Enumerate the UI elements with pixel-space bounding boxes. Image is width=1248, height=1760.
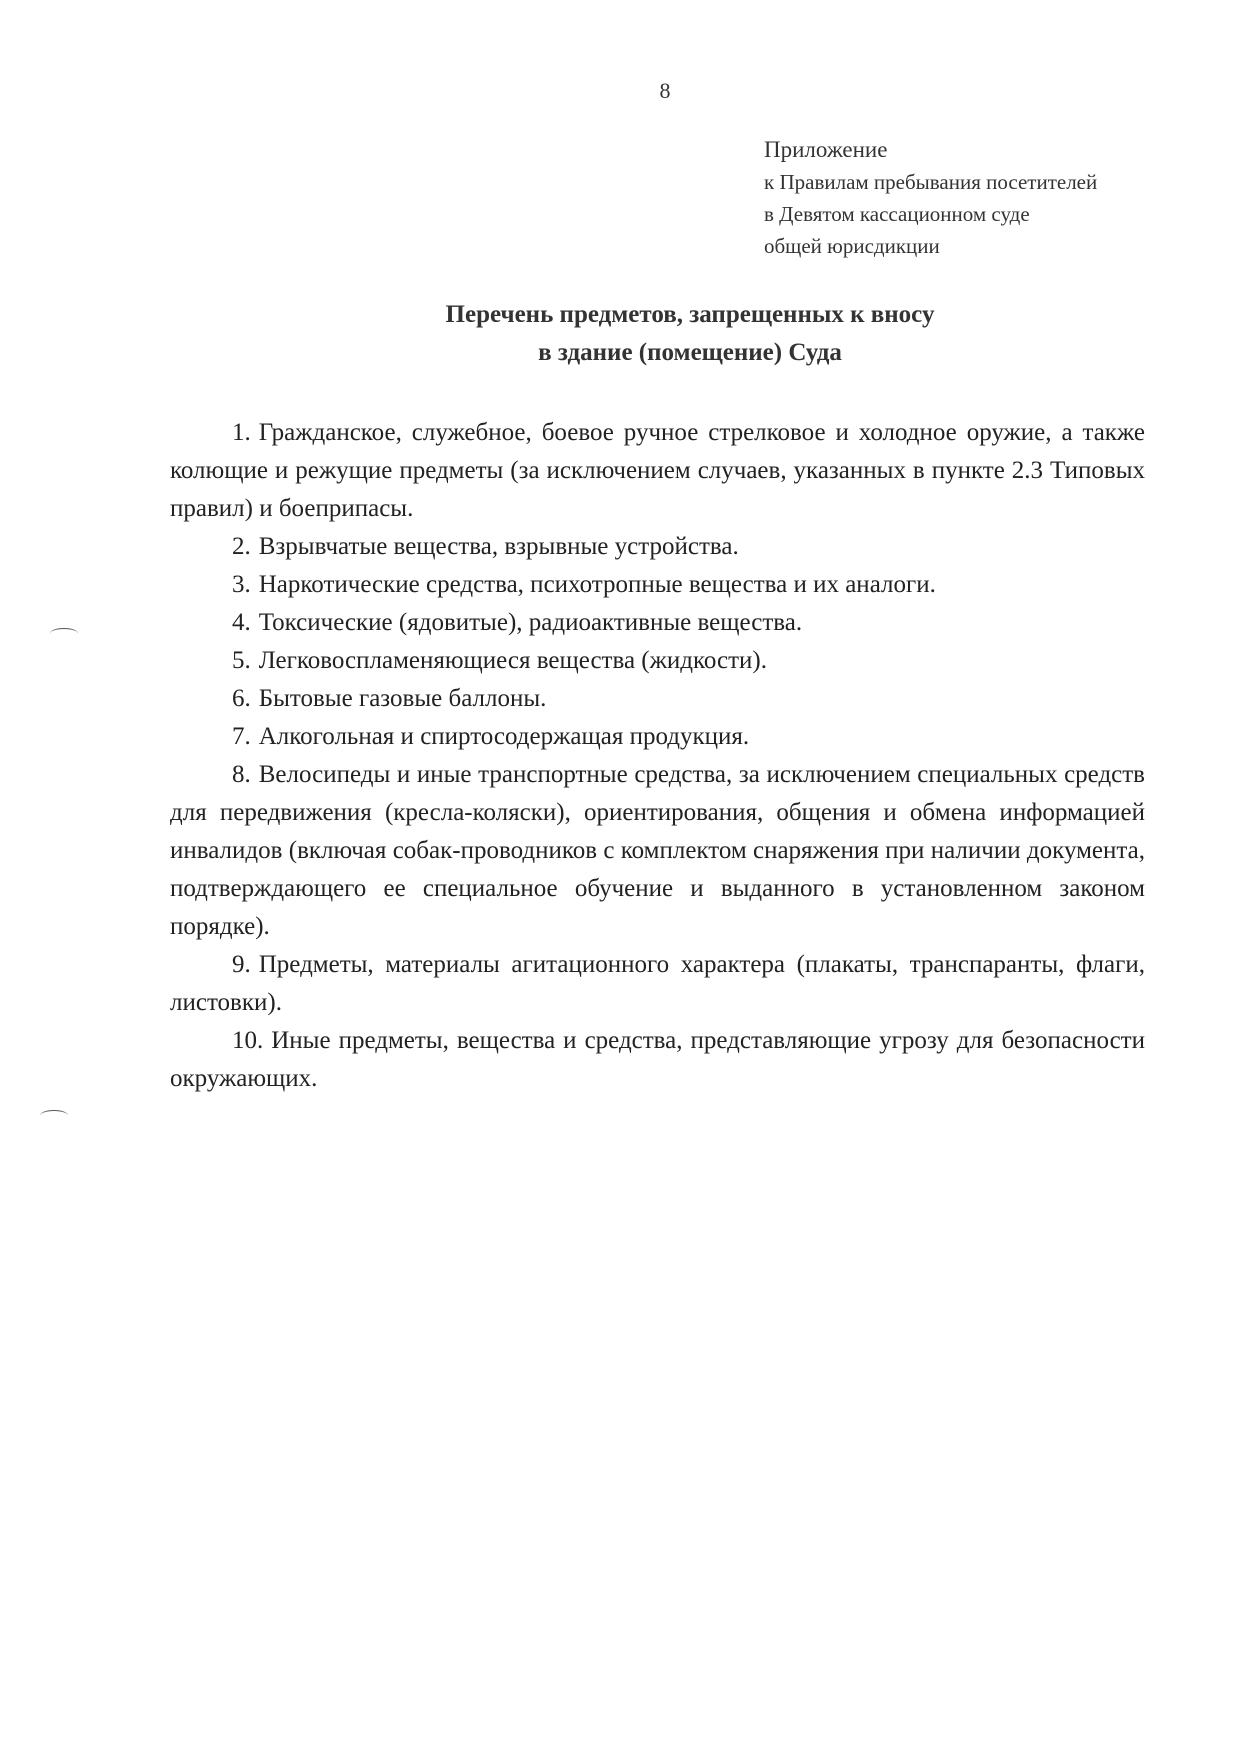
title-line: Перечень предметов, запрещенных к вносу [445,301,935,328]
item-text: Предметы, материалы агитационного характера (плакаты, транспаранты, флаги, листовки). [170,951,1145,1016]
item-number: 5. [232,647,251,674]
item-number: 2. [232,533,251,560]
item-text: Иные предметы, вещества и средства, представляющие угрозу для безопасности окружающих. [170,1027,1145,1092]
list-item [170,642,1145,680]
list-item [170,680,1145,718]
item-text: Алкогольная и спиртосодержащая продукция. [258,723,750,750]
prohibited-items-list [170,414,1145,1098]
item-text: Токсические (ядовитые), радиоактивные вещества. [258,609,803,636]
page-number: 8 [659,78,671,103]
item-number: 4. [232,609,251,636]
list-item [170,1022,1145,1098]
item-number: 7. [232,723,251,750]
binding-hole-mark [40,1110,68,1121]
item-text: Бытовые газовые баллоны. [258,685,547,712]
item-number: 8. [232,761,251,788]
list-item [170,414,1145,528]
binding-hole-mark [50,628,78,639]
item-number: 9. [232,951,251,978]
item-number: 6. [232,685,251,712]
list-item [170,756,1145,946]
item-text: Взрывчатые вещества, взрывные устройства. [258,533,739,560]
list-item [170,528,1145,566]
list-item [170,946,1145,1022]
list-item [170,604,1145,642]
item-text: Легковоспламеняющиеся вещества (жидкости). [258,647,767,674]
item-number: 10. [232,1027,264,1054]
appendix-line: к Правилам пребывания посетителей [764,170,1098,194]
appendix-line: общей юрисдикции [764,234,940,258]
title-line: в здание (помещение) Суда [538,339,842,366]
item-number: 1. [232,419,251,446]
appendix-line: Приложение [764,137,888,162]
list-item [170,718,1145,756]
appendix-line: в Девятом кассационном суде [764,202,1030,226]
item-text: Наркотические средства, психотропные вещества и их аналоги. [258,571,936,598]
list-item [170,566,1145,604]
document-title [150,296,1230,372]
item-text: Гражданское, служебное, боевое ручное стрелковое и холодное оружие, а также колющие и режущие предметы (за исключением случаев, указанных в пункте 2.3 Типовых правил) и боеприпасы. [170,419,1145,522]
item-text: Велосипеды и иные транспортные средства, за исключением специальных средств для передвижения (кресла-коляски), ориентирования, общения и обмена информацией инвалидов (включая собак-проводников с комплектом снаряжения при наличии документа, подтверждающего ее специальное обучение и выданного в установленном законом порядке). [170,761,1145,940]
item-number: 3. [232,571,251,598]
appendix-note [764,134,1224,262]
